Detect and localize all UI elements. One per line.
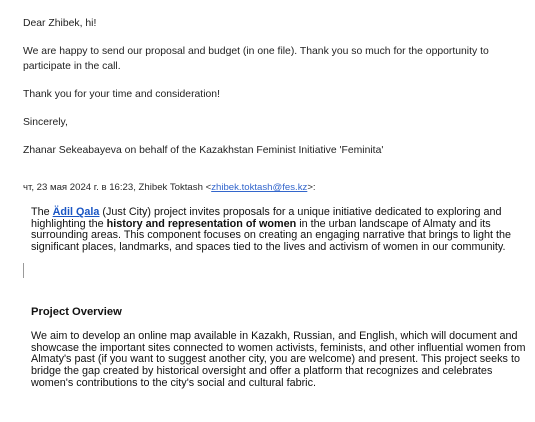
reply-paragraph: We are happy to send our proposal and budget (in one file). Thank you so much for the opportunity to participate in the call. [23, 46, 489, 72]
quote-header-prefix: чт, 23 мая 2024 г. в 16:23, Zhibek Toktash < [23, 182, 212, 193]
quote-header [23, 181, 316, 195]
reply-paragraph: Thank you for your time and consideration! [23, 89, 220, 100]
closing: Sincerely, [23, 117, 68, 128]
greeting: Dear Zhibek, hi! [23, 18, 97, 29]
signature: Zhanar Sekeabayeva on behalf of the Kazakhstan Feminist Initiative 'Feminita' [23, 145, 384, 156]
project-link[interactable]: Ädil Qala [52, 206, 100, 218]
quoted-paragraph-overview: We aim to develop an online map available in Kazakh, Russian, and English, which will document and showcase the important sites connected to women activists, feminists, and other influential women from Almaty's past (if you want to suggest another city, you are welcome) and present. This project seeks to bridge the gap created by historical oversight and offer a platform that recognizes and celebrates women's contributions to the city's social and cultural fabric. [31, 330, 526, 389]
emphasis-text: history and representation of women [106, 217, 297, 230]
reply-body [23, 16, 528, 158]
quoted-paragraph-intro: The Ädil Qala (Just City) project invites proposals for a unique initiative dedicated to exploring and highlighting the history and representation of women in the urban landscape of Almaty and its surrounding areas. This component focuses on creating an engaging narrative that brings to light the significant places, landmarks, and spaces tied to the lives and activism of women in our community. [31, 206, 511, 254]
section-heading: Project Overview [31, 306, 122, 318]
sender-email-link[interactable]: zhibek.toktash@fes.kz [211, 182, 308, 193]
quoted-message [31, 207, 528, 390]
quote-bar [23, 263, 24, 278]
quote-header-suffix: >: [307, 182, 316, 193]
